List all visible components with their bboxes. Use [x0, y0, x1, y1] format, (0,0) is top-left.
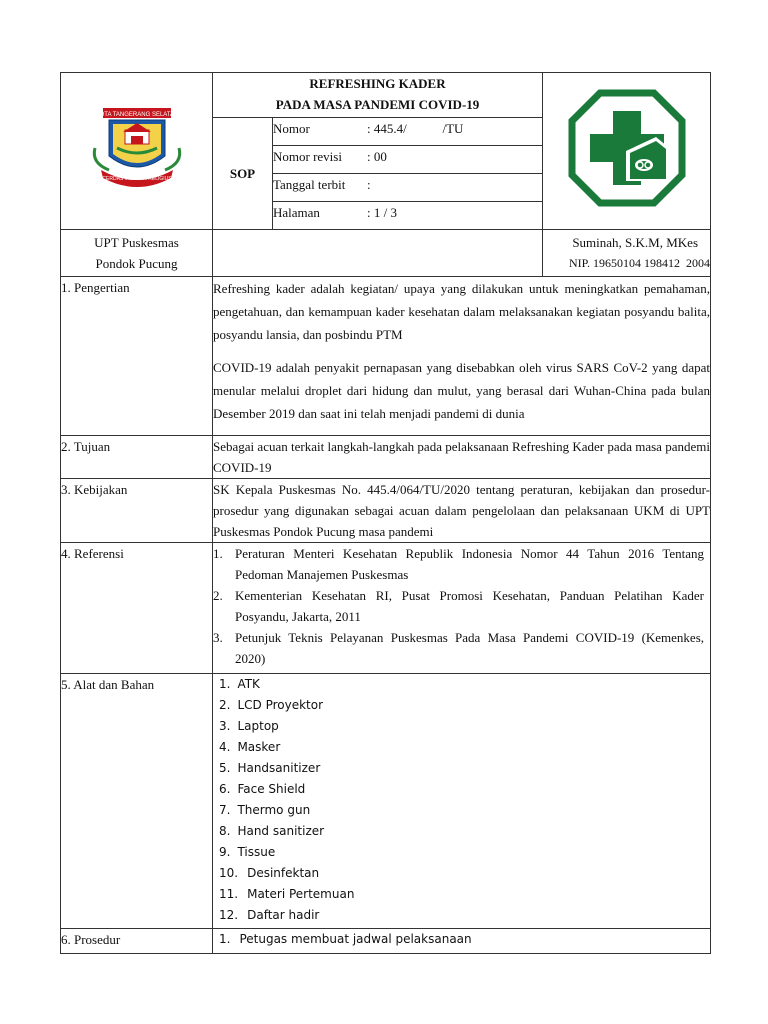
referensi-list: [213, 543, 704, 669]
list-text: LCD Proyektor: [237, 698, 324, 712]
title-cell: [213, 73, 543, 118]
list-item: [219, 929, 710, 950]
list-item: [219, 800, 710, 821]
list-item: [219, 821, 710, 842]
list-text: Petugas membuat jadwal pelaksanaan: [239, 932, 472, 946]
section-body-pengertian: [213, 277, 711, 436]
section-body-tujuan: Sebagai acuan terkait langkah-langkah pada pelaksanaan Refreshing Kader pada masa pandemi COVID-19: [213, 436, 711, 479]
meta-row: [273, 202, 542, 230]
meta-halaman-value: : 1 / 3: [367, 205, 397, 220]
meta-row: [273, 146, 542, 174]
list-text: Laptop: [237, 719, 279, 733]
list-item: [213, 543, 704, 585]
list-text: Peraturan Menteri Kesehatan Republik Indonesia Nomor 44 Tahun 2016 Tentang Pedoman Manajemen Puskesmas: [235, 546, 705, 582]
meta-revisi-value: : 00: [367, 149, 387, 164]
section-body-alat: [213, 674, 711, 929]
puskesmas-logo-cell: [543, 73, 711, 230]
list-number: 2.: [213, 588, 223, 603]
list-text: Petunjuk Teknis Pelayanan Puskesmas Pada Masa Pandemi COVID-19 (Kemenkes, 2020): [235, 630, 705, 666]
list-text: Daftar hadir: [247, 908, 320, 922]
list-item: [219, 863, 710, 884]
pengertian-paragraph-2: COVID-19 adalah penyakit pernapasan yang disebabkan oleh virus SARS CoV-2 yang dapat menular melalui droplet dari hidung dan mulut, yang berasal dari Wuhan-China pada bulan Desember 2019 dan saat ini telah menjadi pandemi di dunia: [213, 360, 711, 421]
meta-revisi-label: Nomor revisi: [273, 149, 342, 164]
doc-title-line1: REFRESHING KADER: [309, 76, 446, 91]
list-item: [219, 674, 710, 695]
list-item: [219, 779, 710, 800]
meta-tanggal-label: Tanggal terbit: [273, 177, 346, 192]
list-item: [219, 737, 710, 758]
list-text: Masker: [237, 740, 281, 754]
list-text: ATK: [237, 677, 260, 691]
org-line1: UPT Puskesmas: [94, 235, 179, 250]
meta-nomor-label: Nomor: [273, 121, 310, 136]
list-item: [219, 884, 710, 905]
pengertian-paragraph-1: Refreshing kader adalah kegiatan/ upaya yang dilakukan untuk meningkatkan pemahaman, pengetahuan, dan kemampuan kader kesehatan dalam melaksanakan kegiatan posyandu balita, posyandu lansia, dan posbindu PTM: [213, 281, 711, 342]
list-number: 6.: [219, 782, 231, 796]
signer-name: Suminah, S.K.M, MKes: [572, 235, 699, 250]
section-label-pengertian: 1. Pengertian: [61, 277, 213, 436]
section-label-kebijakan: 3. Kebijakan: [61, 479, 213, 543]
section-label-referensi: 4. Referensi: [61, 543, 213, 674]
signer-cell: [543, 230, 711, 277]
meta-tanggal-value: :: [367, 177, 371, 192]
list-item: [219, 695, 710, 716]
list-number: 9.: [219, 845, 231, 859]
list-item: [213, 627, 704, 669]
org-cell: [61, 230, 213, 277]
city-logo-text-bottom: CERDAS MODERN RELIGIUS: [101, 176, 172, 182]
list-number: 12.: [219, 908, 239, 922]
blank-cell: [213, 230, 543, 277]
list-item: [219, 758, 710, 779]
list-number: 1.: [219, 677, 231, 691]
list-number: 7.: [219, 803, 231, 817]
list-item: [219, 842, 710, 863]
sop-label: SOP: [229, 166, 256, 181]
list-number: 4.: [219, 740, 231, 754]
meta-halaman-label: Halaman: [273, 205, 320, 220]
list-text: Handsanitizer: [237, 761, 321, 775]
doc-title-line2: PADA MASA PANDEMI COVID-19: [275, 97, 480, 112]
section-label-tujuan: 2. Tujuan: [61, 436, 213, 479]
list-item: [213, 585, 704, 627]
list-number: 10.: [219, 866, 239, 880]
section-label-prosedur: 6. Prosedur: [61, 929, 213, 954]
list-item: [219, 905, 710, 926]
city-logo-cell: [61, 73, 213, 230]
meta-row: [273, 118, 542, 146]
list-number: 2.: [219, 698, 231, 712]
section-body-referensi: [213, 543, 711, 674]
list-number: 1.: [219, 932, 231, 946]
list-text: Face Shield: [237, 782, 306, 796]
list-text: Thermo gun: [237, 803, 311, 817]
list-number: 1.: [213, 546, 223, 561]
list-number: 11.: [219, 887, 239, 901]
section-label-alat: 5. Alat dan Bahan: [61, 674, 213, 929]
meta-nomor-value: : 445.4/ /TU: [367, 121, 464, 136]
sop-document: [60, 72, 711, 954]
city-emblem-icon: [87, 108, 187, 188]
list-number: 3.: [219, 719, 231, 733]
signer-nip: NIP. 19650104 198412 2004: [569, 256, 711, 270]
puskesmas-logo-icon: [568, 89, 686, 207]
meta-table: [273, 118, 542, 229]
prosedur-list: [219, 929, 710, 950]
meta-cell: [273, 118, 543, 230]
sop-label-cell: [213, 118, 273, 230]
list-text: Tissue: [237, 845, 276, 859]
list-item: [219, 716, 710, 737]
list-text: Hand sanitizer: [237, 824, 325, 838]
section-body-prosedur: [213, 929, 711, 954]
alat-list: [219, 674, 710, 926]
list-text: Desinfektan: [247, 866, 320, 880]
list-number: 5.: [219, 761, 231, 775]
list-number: 8.: [219, 824, 231, 838]
org-line2: Pondok Pucung: [95, 256, 178, 271]
meta-row: [273, 174, 542, 202]
section-body-kebijakan: SK Kepala Puskesmas No. 445.4/064/TU/2020 tentang peraturan, kebijakan dan prosedur-prosedur yang digunakan sebagai acuan dalam pengelolaan dan pelaksanaan UKM di UPT Puskesmas Pondok Pucung masa pandemi: [213, 479, 711, 543]
list-text: Kementerian Kesehatan RI, Pusat Promosi Kesehatan, Panduan Pelatihan Kader Posyandu, Jakarta, 2011: [235, 588, 705, 624]
list-number: 3.: [213, 630, 223, 645]
list-text: Materi Pertemuan: [247, 887, 355, 901]
city-logo-text-top: KOTA TANGERANG SELATAN: [95, 112, 178, 118]
